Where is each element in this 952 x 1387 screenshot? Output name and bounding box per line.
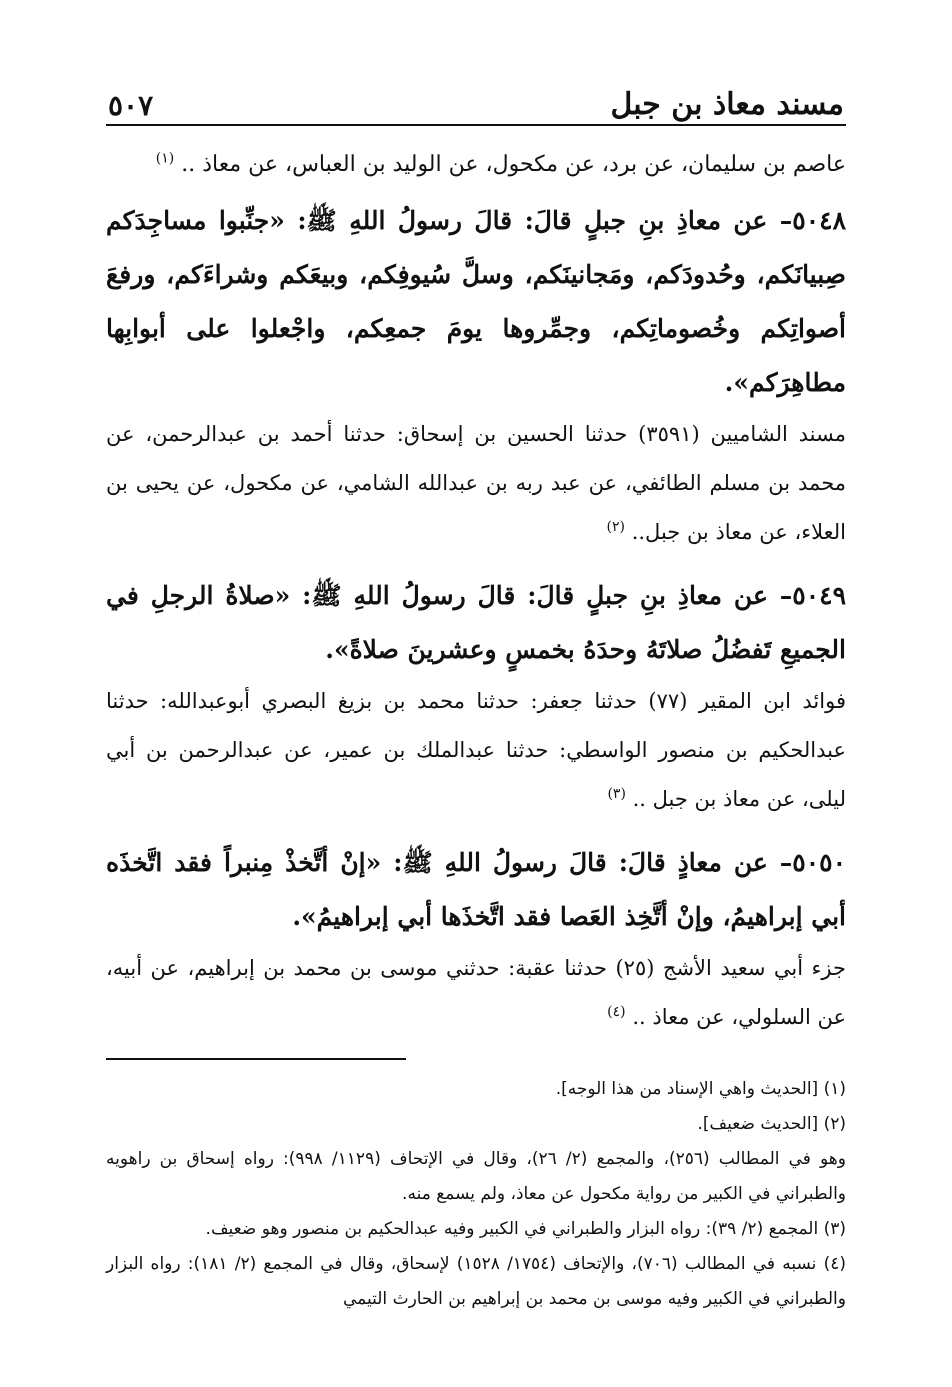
- footnote-ref: (٢): [606, 519, 626, 535]
- running-title: مسند معاذ بن جبل: [610, 87, 844, 122]
- main-text: [106, 140, 846, 1042]
- footnote-divider: [106, 1058, 406, 1060]
- source-text: جزء أبي سعيد الأشج (٢٥) حدثنا عقبة: حدثني موسى بن محمد بن إبراهيم، عن أبيه، عن السلولي، عن معاذ ..: [106, 956, 846, 1029]
- footnote-3: (٣) المجمع (٢/ ٣٩): رواه البزار والطبراني في الكبير وفيه عبدالحكيم بن منصور وهو ضعيف.: [205, 1219, 846, 1239]
- footnote-4: (٤) نسبه في المطالب (٧٠٦)، والإتحاف (١٧٥٤/ ١٥٢٨) لإسحاق، وقال في المجمع (٢/ ١٨١): رواه البزار والطبراني في الكبير وفيه موسى بن محمد بن إبراهيم بن الحارث التيمي: [106, 1254, 846, 1309]
- footnote-ref: (١): [155, 150, 175, 167]
- footnotes: [106, 1072, 846, 1317]
- hadith-5050: ٥٠٥٠– عن معاذٍ قالَ: قالَ رسولُ اللهِ ﷺ: «إنْ أتَّخذْ مِنبراً فقد اتَّخذَه أبي إبراهيمُ، وإنْ أتَّخِذ العَصا فقد اتَّخذَها أبي إبراهيمُ».: [106, 848, 846, 931]
- page-number: ٥٠٧: [108, 89, 154, 122]
- source-text: مسند الشاميين (٣٥٩١) حدثنا الحسين بن إسحاق: حدثنا أحمد بن عبدالرحمن، عن محمد بن مسلم الطائفي، عن عبد ربه بن عبدالله الشامي، عن مكحول، عن يحيى بن العلاء، عن معاذ بن جبل..: [106, 422, 846, 544]
- hadith-5048: ٥٠٤٨– عن معاذِ بنِ جبلٍ قالَ: قالَ رسولُ اللهِ ﷺ: «جنِّبوا مساجِدَكم صِبيانَكم، وحُدودَكم، ومَجانينَكم، وسلَّ سُيوفِكم، وبيعَكم وشراءَكم، ورفعَ أصواتِكم وخُصوماتِكم، وجمِّروها يومَ جمعِكم، واجْعلوا على أبوابِها مطاهِرَكم».: [106, 206, 846, 397]
- source-5048: [106, 410, 846, 557]
- paragraph-text: عاصم بن سليمان، عن برد، عن مكحول، عن الوليد بن العباس، عن معاذ ..: [181, 152, 846, 177]
- continuation-paragraph: [106, 140, 846, 190]
- footnote-ref: (٣): [607, 786, 626, 802]
- source-text: فوائد ابن المقير (٧٧) حدثنا جعفر: حدثنا محمد بن بزيغ البصري أبوعبدالله: حدثنا عبدالحكيم بن منصور الواسطي: حدثنا عبدالملك بن عمير، عن عبدالرحمن بن أبي ليلى، عن معاذ بن جبل ..: [106, 689, 846, 811]
- footnote-1: (١) [الحديث واهي الإسناد من هذا الوجه].: [555, 1079, 846, 1099]
- hadith-5049: ٥٠٤٩– عن معاذِ بنِ جبلٍ قالَ: قالَ رسولُ اللهِ ﷺ: «صلاةُ الرجلِ في الجميعِ تَفضُلُ صلاتَهُ وحدَهُ بخمسٍ وعشرينَ صلاةً».: [106, 581, 846, 664]
- footnote-2-continued: وهو في المطالب (٢٥٦)، والمجمع (٢/ ٢٦)، وقال في الإتحاف (١١٢٩/ ٩٩٨): رواه إسحاق بن راهويه والطبراني في الكبير من رواية مكحول عن معاذ، ولم يسمع منه.: [106, 1149, 846, 1204]
- footnote-2: (٢) [الحديث ضعيف].: [697, 1114, 846, 1134]
- source-5049: [106, 677, 846, 824]
- page-header: [106, 74, 846, 126]
- source-5050: [106, 944, 846, 1042]
- footnote-ref: (٤): [607, 1004, 626, 1020]
